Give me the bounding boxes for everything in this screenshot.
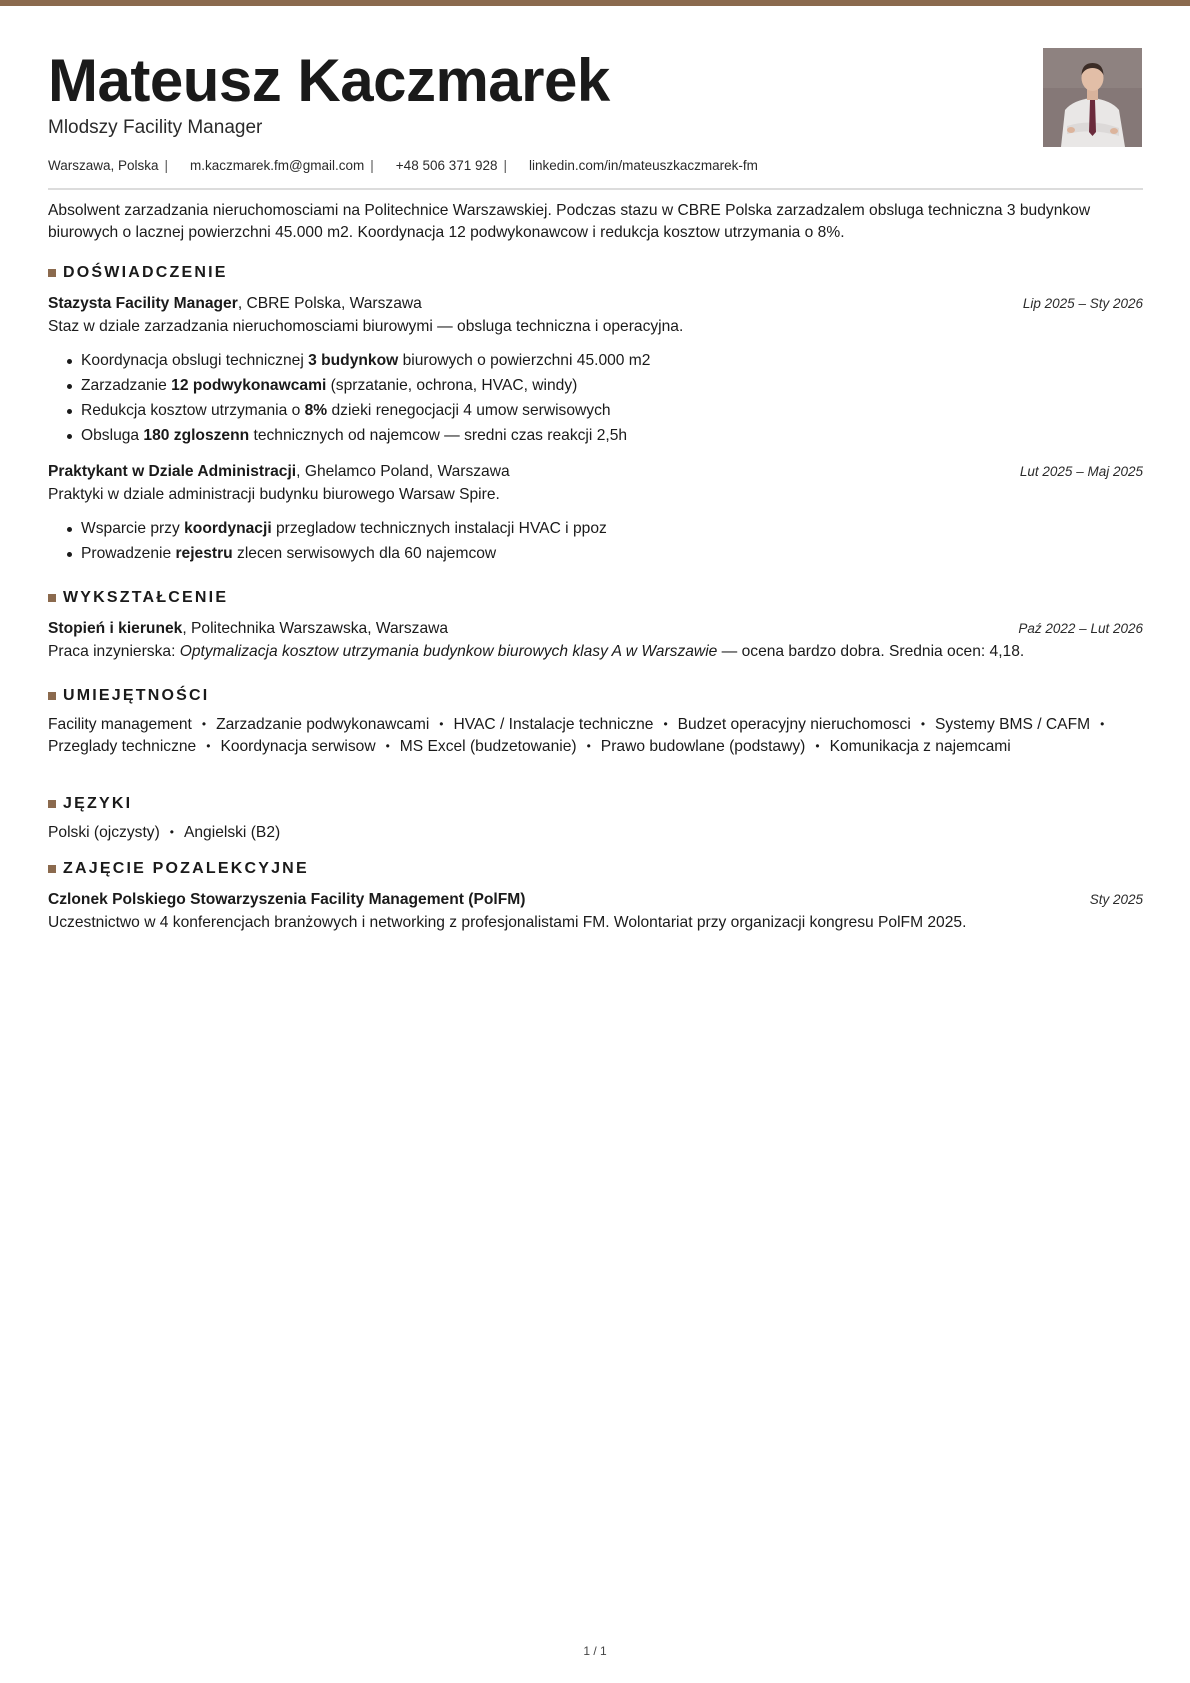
section-extracurricular-title	[48, 859, 309, 879]
job-role: Praktykant w Dziale Administracji	[48, 463, 297, 480]
activity-date: Sty 2025	[1089, 892, 1143, 907]
section-heading: UMIEJĘTNOŚCI	[63, 687, 210, 704]
skills-list: Facility management • Zarzadzanie podwykonawcami • HVAC / Instalacje techniczne • Budzet operacyjny nieruchomosci • Systemy BMS / CAFM •Przeglady techniczne • Koordynacja serwisow • MS Excel (budzetowanie) • Prawo budowlane (podstawy) • Komunikacja z najemcami	[48, 716, 1105, 755]
section-marker-icon	[48, 692, 56, 700]
divider: |	[370, 158, 374, 173]
list-item: Redukcja kosztow utrzymania o 8% dzieki renegocjacji 4 umow serwisowych	[81, 398, 650, 423]
degree: Stopień i kierunek	[48, 620, 183, 637]
section-marker-icon	[48, 269, 56, 277]
section-marker-icon	[48, 800, 56, 808]
languages-list: Polski (ojczysty) • Angielski (B2)	[48, 824, 281, 841]
contact-location: Warszawa, Polska	[48, 158, 159, 173]
job-company: , CBRE Polska, Warszawa	[237, 295, 422, 312]
divider: |	[503, 158, 508, 173]
job-description: Staz w dziale zarzadzania nieruchomosciami biurowymi — obsluga techniczna i operacyjna.	[48, 318, 684, 335]
section-heading: DOŚWIADCZENIE	[63, 264, 228, 281]
skill-item: MS Excel (budzetowanie)	[399, 737, 577, 755]
section-heading: JĘZYKI	[63, 795, 133, 812]
section-experience-title	[48, 263, 228, 283]
job-header	[48, 294, 1143, 314]
header-divider	[48, 188, 1143, 190]
contact-phone[interactable]: +48 506 371 928	[395, 158, 498, 173]
list-item: Wsparcie przy koordynacji przegladow technicznych instalacji HVAC i ppoz	[81, 516, 607, 541]
profile-summary: Absolwent zarzadzania nieruchomosciami na Politechnice Warszawskiej. Podczas stazu w CBRE Polska zarzadzalem obsluga techniczna 3 budynkow biurowych o lacznej powierzchni 45.000 m2. Koordynacja 12 podwykonawcow i redukcja kosztow utrzymania o 8%.	[48, 202, 1091, 241]
list-item: Zarzadzanie 12 podwykonawcami (sprzatanie, ochrona, HVAC, windy)	[81, 373, 650, 398]
skill-item: Facility management	[48, 716, 192, 733]
candidate-title: Mlodszy Facility Manager	[48, 117, 263, 138]
section-heading: WYKSZTAŁCENIE	[63, 589, 229, 606]
job-description: Praktyki w dziale administracji budynku biurowego Warsaw Spire.	[48, 486, 500, 503]
section-marker-icon	[48, 594, 56, 602]
list-item: Obsluga 180 zgloszenn technicznych od najemcow — sredni czas reakcji 2,5h	[81, 423, 650, 448]
section-marker-icon	[48, 865, 56, 873]
person-portrait-icon	[1043, 48, 1142, 147]
profile-photo	[1043, 48, 1142, 147]
skill-item: Prawo budowlane (podstawy)	[600, 737, 806, 755]
section-languages-title	[48, 794, 132, 814]
education-header	[48, 619, 1143, 639]
language-item: Angielski (B2)	[183, 824, 281, 841]
skill-item: Komunikacja z najemcami	[829, 737, 1011, 755]
skill-item: Budzet operacyjny nieruchomosci	[677, 716, 911, 733]
job-date: Lut 2025 – Maj 2025	[1019, 464, 1143, 479]
contact-line	[48, 157, 758, 175]
page-number: 1 / 1	[583, 1644, 607, 1658]
education-date: Paź 2022 – Lut 2026	[1018, 621, 1143, 636]
skill-item: Przeglady techniczne	[48, 737, 197, 755]
section-skills-title	[48, 686, 209, 706]
section-heading: ZAJĘCIE POZALEKCYJNE	[63, 860, 309, 877]
job-header	[48, 462, 1143, 482]
job-date: Lip 2025 – Sty 2026	[1022, 296, 1143, 311]
job-role: Stazysta Facility Manager	[48, 295, 238, 312]
school: , Politechnika Warszawska, Warszawa	[182, 620, 449, 637]
candidate-name: Mateusz Kaczmarek	[48, 47, 610, 114]
thesis-line: Praca inzynierska: Optymalizacja kosztow utrzymania budynkow biurowych klasy A w Warszawie — ocena bardzo dobra. Srednia ocen: 4,18.	[48, 643, 1025, 660]
skill-item: HVAC / Instalacje techniczne	[453, 716, 654, 733]
thesis-title: Optymalizacja kosztow utrzymania budynkow biurowych klasy A w Warszawie	[179, 643, 718, 660]
section-education-title	[48, 588, 228, 608]
job-company: , Ghelamco Poland, Warszawa	[296, 463, 510, 480]
contact-linkedin[interactable]: linkedin.com/in/mateuszkaczmarek-fm	[529, 158, 758, 173]
list-item: Prowadzenie rejestru zlecen serwisowych dla 60 najemcow	[81, 541, 607, 566]
contact-email[interactable]: m.kaczmarek.fm@gmail.com	[190, 158, 365, 173]
activity-description: Uczestnictwo w 4 konferencjach branżowych i networking z profesjonalistami FM. Wolontariat przy organizacji kongresu PolFM 2025.	[48, 914, 967, 931]
skill-item: Zarzadzanie podwykonawcami	[216, 716, 430, 733]
accent-top-bar	[0, 0, 1190, 6]
job-bullets	[48, 516, 607, 566]
activity-role: Czlonek Polskiego Stowarzyszenia Facility Management (PolFM)	[48, 891, 526, 908]
activity-header	[48, 890, 1143, 910]
skill-item: Systemy BMS / CAFM	[935, 716, 1091, 733]
divider: |	[164, 158, 169, 173]
language-item: Polski (ojczysty)	[48, 824, 160, 841]
skill-item: Koordynacja serwisow	[220, 737, 376, 755]
list-item: Koordynacja obslugi technicznej 3 budynkow biurowych o powierzchni 45.000 m2	[81, 348, 650, 373]
job-bullets	[48, 348, 650, 448]
